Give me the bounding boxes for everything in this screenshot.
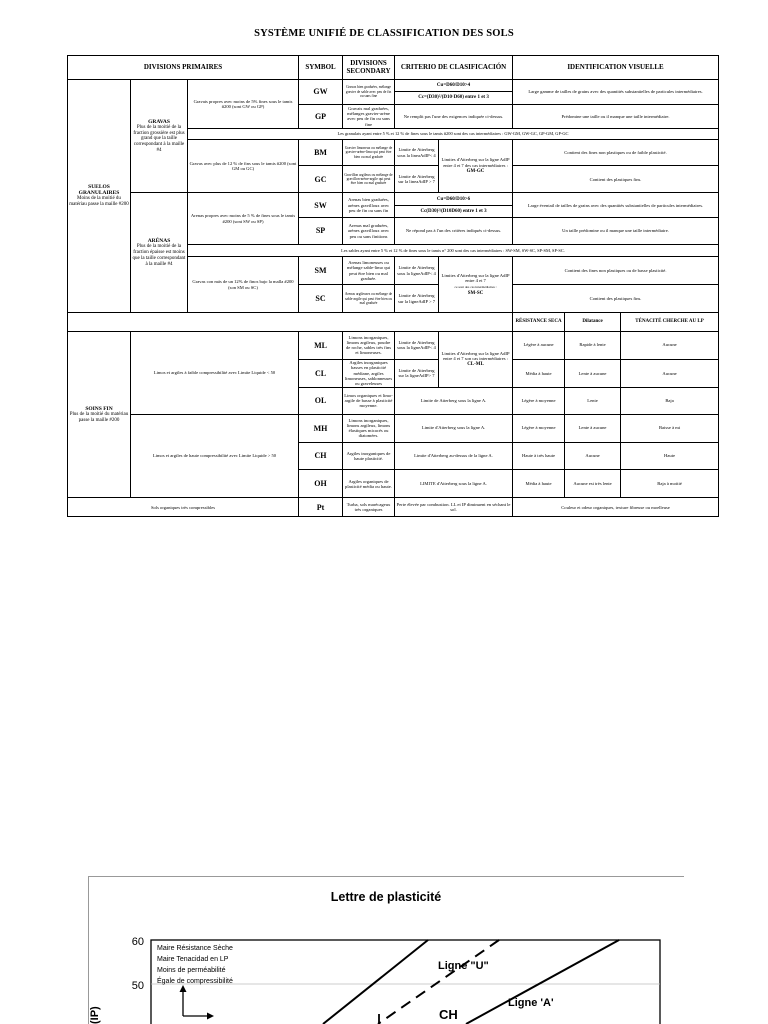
res-ol: Légère à moyenne [513,387,565,414]
secondary-gw: Gravas bien graduées, mélange gravier de sable avec peu de fin ou sans fine [343,79,395,104]
secondary-gc: Gravillon argileux ou mélange de gravillon-arène-argile qui peut être bien ou mal graduée [343,166,395,193]
criterio-ml: Limite de Atterberg sous la ligneAdIP< 4 [395,331,439,359]
arenas-interm-note: Les sables ayant entre 5 % et 12 % de fines sous le tamis n° 200 sont des cas intermédiaires : SW-SM, SW-SC, SP-SM, SP-SC. [188,244,719,256]
dil-ml: Rapide à lente [565,331,621,359]
header-criterio: CRITERIO DE CLASIFICACIÓN [395,56,513,80]
coarse-desc: Moins de la moitié du matériau passe la maille #200 [69,196,129,208]
symbol-sp: SP [299,218,343,245]
chart-title: Lettre de plasticité [330,890,442,904]
symbol-cl: CL [299,359,343,387]
page-title: SYSTÈME UNIFIÉ DE CLASSIFICATION DES SOLS [254,28,514,39]
header-symbol: SYMBOL [299,56,343,80]
symbol-sc: SC [299,285,343,313]
label-line-u: Ligne "U" [438,960,489,972]
symbol-oh: OH [299,470,343,498]
gravas-group [131,79,188,193]
res-mh: Légère à moyenne [513,414,565,442]
ten-ol: Baja [621,387,719,414]
y-tick-50: 50 [131,980,144,992]
secondary-oh: Argiles organiques de plasticité média ou haute. [343,470,395,498]
gravas-interm-note: Les granulats ayant entre 5 % et 12 % de fines sous le tamis #200 sont des cas intermédiaires : GW-GM, GW-GC, GP-GM, GP-GC [188,129,719,139]
criterio-ml-cl-bold: CL-ML [467,362,484,368]
criterio-sw-cu [395,193,513,205]
dil-cl: Lente à aucune [565,359,621,387]
ten-mh: Baisse à mi [621,414,719,442]
header-secondary: DIVISIONS SECONDARY [343,56,395,80]
coarse-label: SUELOS GRANULAIRES [78,183,120,197]
classification-table [67,55,719,517]
header-resistance: RÉSISTANCE SECA [513,313,565,332]
y-tick-60: 60 [131,936,144,948]
criterio-sm-sc-small: ce sont des cas intermédiaires : [454,284,497,289]
res-oh: Média à haute [513,470,565,498]
ident-sp: Un taille prédomine ou il manque une taille intermédiaire. [513,218,719,245]
legend-item-3: Moins de perméabilité [157,967,226,974]
symbol-gm: BM [299,139,343,166]
gravas-clean: Gravais propres avec moins de 5% fines sous le tamis #200 (sont GW ou GP) [188,79,299,129]
criterio-pt: Perte élevée par combustion. LL et IP diminuent en séchant le sol. [395,498,513,517]
dil-ch: Aucune [565,442,621,470]
y-axis-label: (IP) [89,1006,101,1024]
criterio-cl: Limite de Atterberg sur la ligneAdIP> 7 [395,359,439,387]
secondary-sp: Arenas mal graduées, arènes gravilloux avec peu ou sans finitions [343,218,395,245]
symbol-gw: GW [299,79,343,104]
ident-gp: Prédomine une taille ou il manque une taille intermédiaire. [513,104,719,129]
criterio-gw-cu-text: Cu=D60/D10>4 [436,83,471,89]
criterio-gp: Ne remplit pas l'une des exigences indiquée ci-dessus. [395,104,513,129]
symbol-ol: OL [299,387,343,414]
secondary-gm: Gravier limoneux ou mélange de gravier-arène-limo qui peut être bien ou mal graduée [343,139,395,166]
ten-cl: Aucune [621,359,719,387]
secondary-gp: Gravais mal graduées, mélanges gravier-arène avec peu de fin ou sans fine [343,104,395,129]
increase-arrow-icon [180,985,215,1020]
criterio-gc: Limite de Atterberg sur la lineaAdIP > 7 [395,166,439,193]
criterio-sm: Limite de Atterberg sous la ligneAdIP< 4 [395,257,439,285]
secondary-sw: Arenas bien graduées, arènes gravilloux avec peu de fin ou sans fin [343,193,395,218]
criterio-gw-cc-text: Cc=(D30)²/(D10·D60) entre 1 et 3 [418,95,489,101]
ten-oh: Baja à moitié [621,470,719,498]
criterio-sm-sc-text: Limites d'Atterberg sur la ligne AdIP entre 4 et 7 [441,273,510,284]
legend-item-2: Maire Tenacidad en LP [157,956,229,963]
legend-item-4: Égale de compressibilité [157,978,233,985]
ten-ch: Haute [621,442,719,470]
pt-label: Sols organiques très compressibles [68,498,299,517]
symbol-sm: SM [299,257,343,285]
label-ch: CH [439,1007,458,1022]
criterio-ml-cl-text: Limites d'Atterberg sur la ligne AdIP entre 4 et 7 son cas intermédiaires : [441,350,510,361]
line-a [466,940,619,1024]
secondary-sc: Arenas argileuses ou mélange de sable-argile qui peut être bien ou mal graduée [343,285,395,313]
plasticity-chart [88,876,684,1024]
legend-item-1: Maire Résistance Sèche [157,945,233,952]
coarse-group [68,79,131,312]
ident-pt: Couleur et odeur organiques, texture fibreuse ou moelleuse [513,498,719,517]
fine-low: Limos et argiles à faible compressibilité avec Limite Liquide < 50 [131,331,299,414]
ident-gc: Contient des plastiques fins. [513,166,719,193]
steep-boundary-line [323,940,428,1024]
fine-desc: Plus de la moitié du matériau passe la maille #200 [69,411,129,423]
secondary-ml: Limons inorganiques, limons argileux, poudre de roche, sables très fins et limoneuses. [343,331,395,359]
header-dilatance: Dilatance [565,313,621,332]
ident-sw: Large éventail de tailles de grains avec des quantités substantielles de particules intermédiaires. [513,193,719,218]
res-cl: Média à haute [513,359,565,387]
criterio-ol: Limite de Atterberg sous la ligne A. [395,387,513,414]
criterio-sc: Limite de Atterberg sur la ligneAdIP > 7 [395,285,439,313]
arenas-group [131,193,188,313]
criterio-gm-gc-text: Limites d'Atterberg sur la ligne AdIP entre 4 et 7 des cas intermédiaires : [441,157,510,168]
gravas-fines: Gravas avec plus de 12 % de fins sous le tamis #200 (sont GM ou GC) [188,139,299,193]
symbol-ch: CH [299,442,343,470]
ident-sc: Contient des plastiques fins. [513,285,719,313]
criterio-sm-sc [439,257,513,313]
dil-oh: Aucune est très lente [565,470,621,498]
fine-group [68,331,131,498]
gravas-desc: Plus de la moitié de la fraction grossière est plus grand que la taille correspondant à la maille #4 [133,124,185,153]
ident-gw: Large gamme de tailles de grains avec des quantités substantielles de particules intermédiaires. [513,79,719,104]
gravas-label: GRAVAS [148,118,170,125]
fine-high: Limos et argiles de haute compressibilité avec Limite Liquide > 50 [131,414,299,498]
secondary-cl: Argiles inorganiques basses en plasticité médiane, argiles limoneuses, sablonneuses ou graveleuses [343,359,395,387]
fine-label: SOINS FIN [85,405,113,412]
dil-mh: Lente à aucune [565,414,621,442]
symbol-pt: Pt [299,498,343,517]
ten-ml: Aucune [621,331,719,359]
fine-header-blank [68,313,513,332]
arenas-fines: Gravas con más de un 12% de finos bajo la malla #200 (son SM ou SC) [188,257,299,313]
symbol-gp: GP [299,104,343,129]
header-tenacite: TÉNACITÉ CHERCHE AU LP [621,313,719,332]
chart-svg [88,876,684,1024]
secondary-sm: Arenas limoneuses ou mélange sable-limo qui peut être bien ou mal graduée. [343,257,395,285]
criterio-sp: Ne répond pas à l'un des critères indiqués ci-dessus. [395,218,513,245]
symbol-ml: ML [299,331,343,359]
res-ml: Légère à aucune [513,331,565,359]
criterio-ch: Limite d'Atterberg au-dessus de la ligne A. [395,442,513,470]
criterio-mh: Limite d'Atterberg sous la ligne A. [395,414,513,442]
criterio-sm-sc-bold: SM-SC [467,290,484,296]
secondary-ch: Argiles inorganiques de haute plasticité. [343,442,395,470]
criterio-oh: LIMITE d'Atterberg sous la ligne A. [395,470,513,498]
symbol-mh: MH [299,414,343,442]
secondary-mh: Limons inorganiques, limons argileux, limons élastiques micacés ou diatomées. [343,414,395,442]
ident-sm: Contient des fines non plastiques ou de basse plasticité. [513,257,719,285]
criterio-ml-cl [439,331,513,387]
label-line-a: Ligne 'A' [508,997,554,1009]
header-identification: IDENTIFICATION VISUELLE [513,56,719,80]
header-primary: DIVISIONS PRIMAIRES [68,56,299,80]
res-ch: Haute à très haute [513,442,565,470]
criterio-gw-cc [395,92,513,104]
dil-ol: Lente [565,387,621,414]
criterio-gw-cu [395,79,513,91]
criterio-sw-cc [395,205,513,217]
criterio-sw-cc-text: Cc(D30)²/(D10D60) entre 1 et 3 [420,209,487,215]
secondary-pt: Turba, sols marécageux très organiques [343,498,395,517]
ident-gm: Contient des fines non plastiques ou de faible plasticité. [513,139,719,166]
criterio-gm-gc-bold: GM-GC [466,168,485,174]
arenas-desc: Plus de la moitié de la fraction épaisse est moins que la taille correspondant à la maille #4 [132,244,186,267]
arenas-clean: Arenas propres avec moins de 5 % de fines sous le tamis #200 (sont SW ou SP) [188,193,299,245]
symbol-sw: SW [299,193,343,218]
criterio-gm: Limite de Atterberg sous la lineaAdIP< 4 [395,139,439,166]
symbol-gc: GC [299,166,343,193]
arenas-label: ARÉNAS [147,238,171,245]
criterio-sw-cu-text: Cu=D60/D10>6 [436,196,471,202]
secondary-ol: Limos organiques et limo-argile de basse à plasticité moyenne. [343,387,395,414]
criterio-gm-gc [439,139,513,193]
